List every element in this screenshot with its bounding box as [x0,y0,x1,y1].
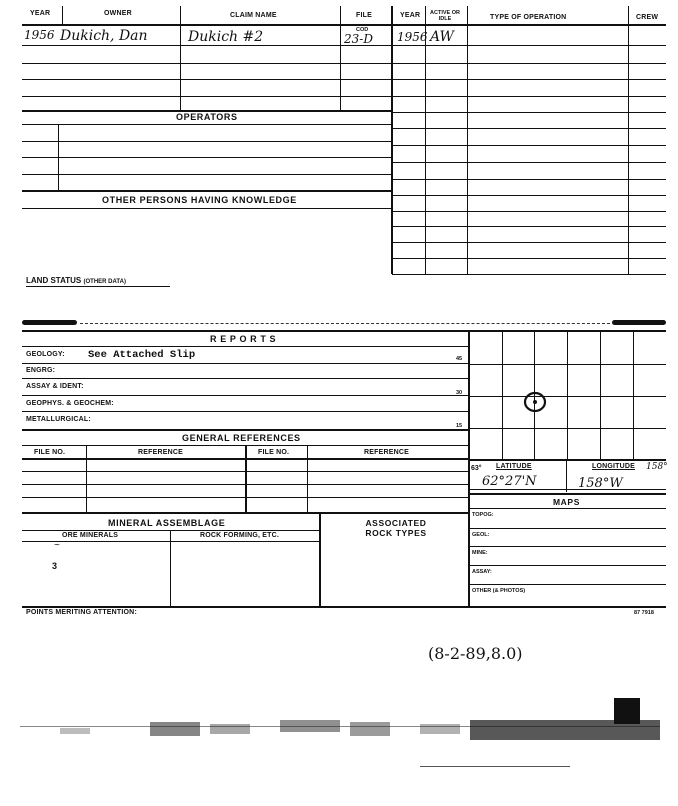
mineral-mark-1: ~ [54,540,60,551]
col-line [467,6,468,274]
row-line [22,79,666,80]
entry-status: AW [430,29,454,45]
col-line [425,6,426,274]
col-line [391,6,393,274]
row-line [22,363,468,364]
row-line-right [392,128,666,129]
row-line [22,378,468,379]
row-line-right [392,226,666,227]
mineral-assemblage-title: MINERAL ASSEMBLAGE [108,518,226,528]
row-line [22,174,392,175]
land-status-note: (OTHER DATA) [83,279,126,285]
marker-30: 30 [456,390,463,396]
scan-smear-right [612,320,666,325]
header-year: YEAR [30,10,51,17]
col-line [58,124,59,190]
reports-top-rule [22,330,666,332]
handwritten-footnote: (8-2-89,8.0) [428,644,523,663]
maps-title: MAPS [553,497,580,507]
land-status-label: LAND STATUS [26,276,82,285]
header-year-2: YEAR [400,12,421,19]
reports-title: R E P O R T S [210,334,277,344]
row-line [22,124,392,125]
land-status [26,276,126,285]
header-file: FILE [356,12,372,19]
points-meriting-attention: POINTS MERITING ATTENTION: [26,609,137,616]
mineral-mark-2: 3 [52,561,58,571]
row-line [468,584,666,585]
ref-reference-2: REFERENCE [364,449,409,456]
row-line-right [392,162,666,163]
row-line [468,528,666,529]
maps-mine: MINE: [472,550,488,556]
header-active-or-idle: ACTIVE OR IDLE [430,10,460,22]
grid-line [468,364,666,365]
longitude-label: LONGITUDE [592,463,636,470]
entry-year: 1956 [24,28,55,42]
entry-claim-name: Dukich #2 [188,29,264,45]
ref-file-no: FILE NO. [34,449,66,456]
header-claim-name: CLAIM NAME [230,12,277,19]
row-line [22,512,468,514]
engrg-label: ENGRG: [26,367,56,374]
col-line [245,445,247,512]
row-line-right [392,242,666,243]
row-line [22,429,468,431]
row-line [468,493,666,495]
col-line [566,460,567,492]
form-number: 87 7918 [634,610,654,616]
row-line-right [392,211,666,212]
operators-title: OPERATORS [176,112,238,122]
row-line [22,541,320,542]
row-line-right [392,258,666,259]
location-circle-marker [522,390,548,414]
maps-assay: ASSAY: [472,569,492,575]
grid-line [468,396,666,397]
longitude-value: 158°W [578,476,623,491]
general-references-title: GENERAL REFERENCES [182,433,301,443]
marker-45: 45 [456,356,463,362]
entry-year-2: 1956 [397,30,428,44]
geology-value: See Attached Slip [88,349,196,361]
scan-smear-left [22,320,77,325]
row-line [22,208,392,209]
row-line [470,489,666,490]
entry-file: 23-D [344,32,373,46]
row-line [468,508,666,509]
row-line-right [392,112,666,113]
row-line [22,411,468,412]
maps-other: OTHER (& PHOTOS) [472,588,526,594]
entry-owner: Dukich, Dan [60,28,148,44]
row-line [22,141,392,142]
marker-15: 15 [456,423,463,429]
row-line-right [392,195,666,196]
grid-line [468,459,666,461]
latitude-prefix: 63° [471,465,482,472]
col-line [340,6,341,110]
header-crew: CREW [636,14,659,21]
maps-topog: TOPOG: [472,512,494,518]
header-rule [22,24,666,26]
row-line [468,565,666,566]
longitude-suffix: 158° [646,462,668,472]
ref-file-no-2: FILE NO. [258,449,290,456]
metallurgical-label: METALLURGICAL: [26,416,91,423]
entry-file-note: COD [356,27,369,33]
col-line [628,6,629,274]
row-line [22,395,468,396]
geophys-label: GEOPHYS. & GEOCHEM: [26,400,114,407]
row-line [22,63,666,64]
col-line [180,6,181,110]
col-line [62,6,63,24]
header-type-of-operation: TYPE OF OPERATION [490,14,567,21]
associated-rock-types-title: ASSOCIATED ROCK TYPES [365,518,427,538]
col-line [86,445,87,512]
latitude-label: LATITUDE [496,463,532,470]
row-line-right [392,274,666,275]
header-owner: OWNER [104,10,132,17]
ore-minerals-label: ORE MINERALS [62,532,119,539]
dashed-divider [80,323,610,324]
assay-label: ASSAY & IDENT: [26,383,84,390]
rock-forming-label: ROCK FORMING, ETC. [200,532,280,539]
row-line [22,96,666,97]
land-status-underline [26,286,170,287]
form-bottom-rule [22,606,666,608]
col-line [319,512,321,606]
row-line [22,157,392,158]
latitude-value: 62°27'N [482,474,537,489]
geology-label: GEOLOGY: [26,351,65,358]
other-persons-title: OTHER PERSONS HAVING KNOWLEDGE [102,195,297,205]
scan-bottom-line [420,766,570,767]
maps-geol: GEOL: [472,532,490,538]
scan-noise-band [0,712,678,752]
row-line [22,530,320,531]
row-line [22,346,468,347]
ref-reference: REFERENCE [138,449,183,456]
row-line [468,546,666,547]
row-line-right [392,179,666,180]
row-line-right [392,145,666,146]
col-line [170,530,171,606]
row-line [22,45,666,46]
col-line [307,445,308,512]
row-line [22,190,392,192]
grid-line [468,428,666,429]
